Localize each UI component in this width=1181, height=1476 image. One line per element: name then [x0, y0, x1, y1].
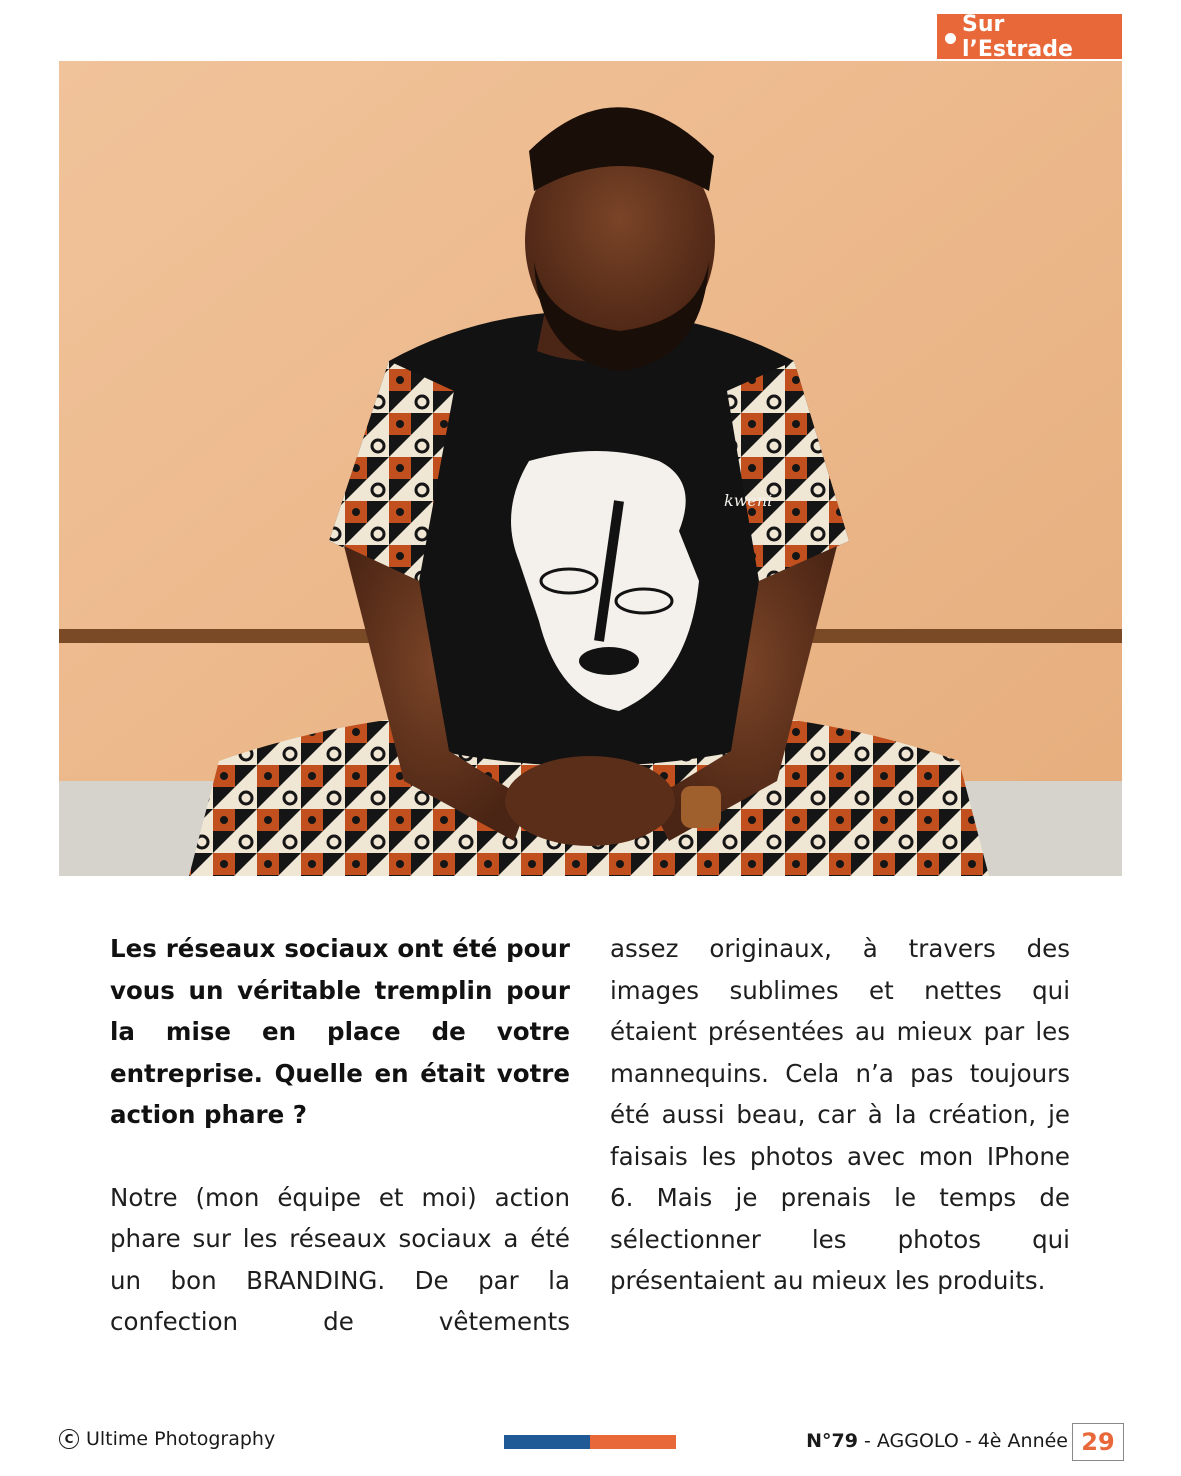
issue-details: - AGGOLO - 4è Année	[857, 1430, 1068, 1452]
portrait-photo	[59, 61, 1122, 876]
issue-info	[806, 1430, 1068, 1452]
copyright-icon: C	[59, 1429, 79, 1449]
wristwatch	[681, 786, 721, 828]
page-footer	[0, 1420, 1181, 1464]
interview-question: Les réseaux sociaux ont été pour vous un véritable tremplin pour la mise en place de votre entreprise. Quelle en était votre action phare ?	[110, 934, 570, 1129]
shirt-brand-mark: kweni	[724, 491, 773, 510]
photo-credit-text: Ultime Photography	[86, 1428, 276, 1450]
interview-answer-part-1: Notre (mon équipe et moi) action phare sur les réseaux sociaux a été un bon BRANDING. De par la confection de vêtements	[110, 1182, 570, 1336]
footer-bar-blue	[504, 1435, 590, 1449]
bullet-dot-icon	[945, 33, 956, 44]
clasped-hands	[505, 756, 675, 846]
issue-number: N°79	[806, 1430, 858, 1452]
article-column-left	[110, 928, 570, 1343]
section-tag-label: Sur l’Estrade	[962, 11, 1073, 62]
article-column-right	[610, 928, 1070, 1302]
article-body	[110, 928, 1072, 1358]
portrait-illustration	[59, 61, 1122, 876]
photo-credit	[59, 1428, 275, 1450]
section-tag	[937, 11, 1122, 62]
interview-answer-part-2: assez originaux, à travers des images sublimes et nettes qui étaient présentées au mieux par les mannequins. Cela n’a pas toujours été aussi beau, car à la création, je faisais les photos avec mon IPhone 6. Mais je prenais le temps de sélectionner les photos qui présentaient au mieux les produits.	[610, 934, 1070, 1295]
footer-color-bars	[504, 1435, 676, 1449]
footer-bar-orange	[590, 1435, 676, 1449]
page-number: 29	[1072, 1423, 1124, 1461]
